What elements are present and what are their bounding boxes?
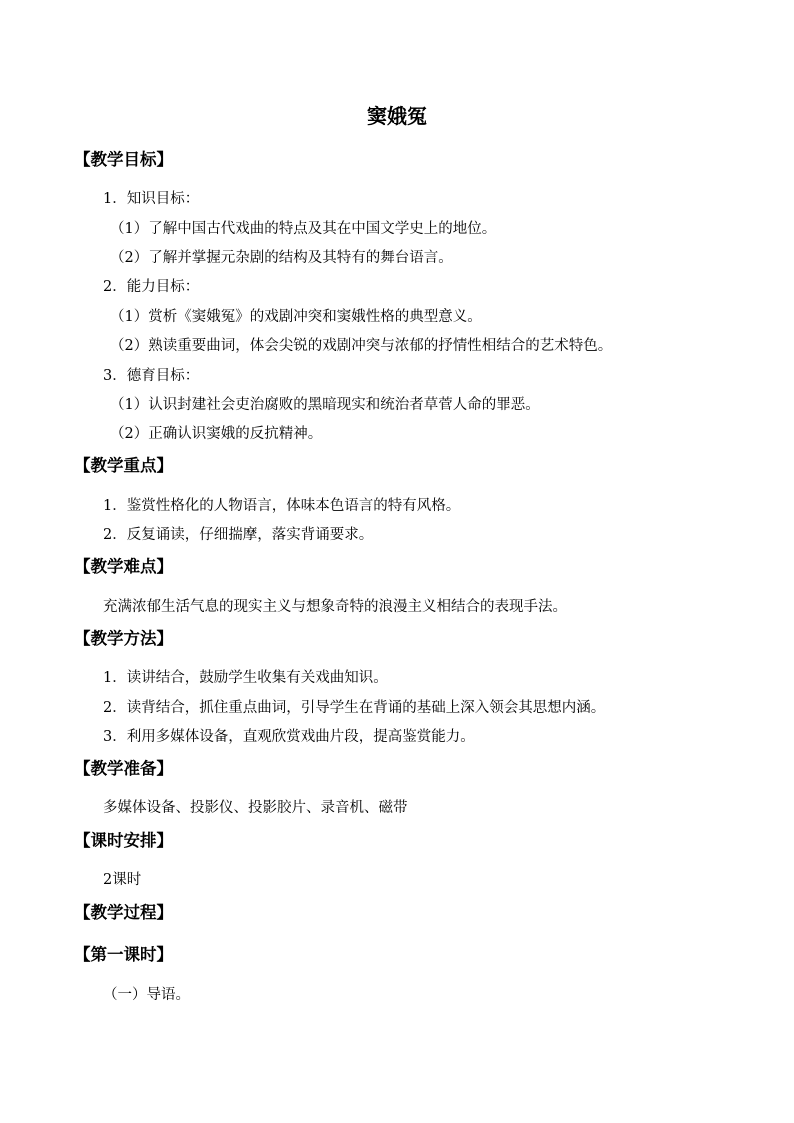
list-item: 1．读讲结合，鼓励学生收集有关戏曲知识。 [103, 670, 388, 686]
list-item: （2）正确认识窦娥的反抗精神。 [110, 426, 323, 442]
list-item: （1）认识封建社会吏治腐败的黑暗现实和统治者草菅人命的罪恶。 [110, 397, 540, 413]
section-heading-methods: 【教学方法】 [74, 629, 173, 648]
list-item: 2．反复诵读，仔细揣摩，落实背诵要求。 [103, 527, 374, 543]
moral-objective-heading: 3．德育目标： [103, 368, 200, 384]
list-item: （1）了解中国古代戏曲的特点及其在中国文学史上的地位。 [110, 221, 497, 237]
section-heading-key-points: 【教学重点】 [74, 456, 173, 475]
list-item: （2）熟读重要曲词，体会尖锐的戏剧冲突与浓郁的抒情性相结合的艺术特色。 [110, 338, 613, 354]
section-heading-first-lesson: 【第一课时】 [74, 945, 173, 964]
document-title: 窦娥冤 [367, 104, 427, 128]
list-item: 3．利用多媒体设备，直观欣赏戏曲片段，提高鉴赏能力。 [103, 729, 475, 745]
preparation-text: 多媒体设备、投影仪、投影胶片、录音机、磁带 [103, 800, 408, 816]
list-item: 1．鉴赏性格化的人物语言，体味本色语言的特有风格。 [103, 498, 461, 514]
knowledge-objective-heading: 1．知识目标： [103, 191, 200, 207]
section-heading-process: 【教学过程】 [74, 903, 173, 922]
list-item: （1）赏析《窦娥冤》的戏剧冲突和窦娥性格的典型意义。 [110, 309, 482, 325]
list-item: （2）了解并掌握元杂剧的结构及其特有的舞台语言。 [110, 250, 453, 266]
first-lesson-text: （一）导语。 [103, 987, 190, 1003]
section-heading-objectives: 【教学目标】 [74, 150, 173, 169]
ability-objective-heading: 2．能力目标： [103, 279, 200, 295]
difficulties-text: 充满浓郁生活气息的现实主义与想象奇特的浪漫主义相结合的表现手法。 [103, 599, 567, 615]
schedule-text: 2课时 [103, 872, 142, 888]
section-heading-difficulties: 【教学难点】 [74, 557, 173, 576]
section-heading-schedule: 【课时安排】 [74, 831, 173, 850]
list-item: 2．读背结合，抓住重点曲词，引导学生在背诵的基础上深入领会其思想内涵。 [103, 700, 606, 716]
section-heading-preparation: 【教学准备】 [74, 759, 173, 778]
